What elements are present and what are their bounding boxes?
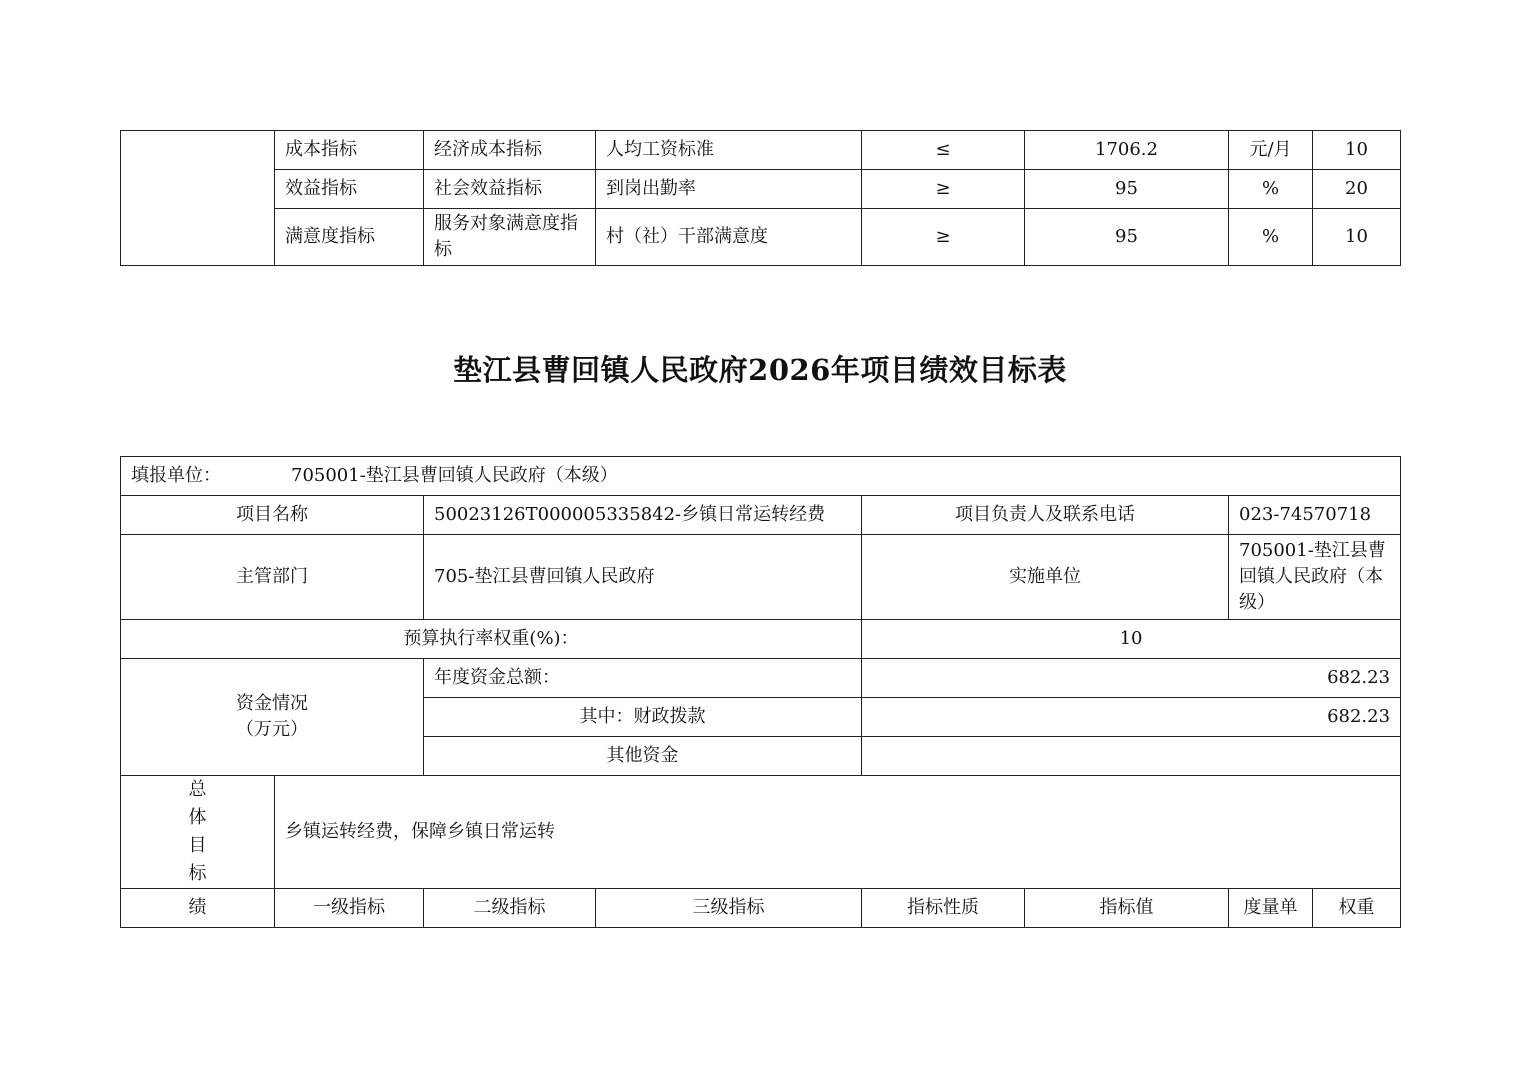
table-row <box>121 209 1401 266</box>
header-nature: 指标性质 <box>862 889 1025 928</box>
level3-cell: 人均工资标准 <box>596 131 862 170</box>
value-cell: 95 <box>1025 209 1229 266</box>
header-level2: 二级指标 <box>424 889 596 928</box>
goal-char: 体 <box>188 807 207 828</box>
nature-cell: ≥ <box>862 209 1025 266</box>
goal-char: 标 <box>188 863 207 884</box>
fiscal-label: 其中：财政拨款 <box>424 698 862 737</box>
project-name-row <box>121 496 1401 535</box>
level3-cell: 村（社）干部满意度 <box>596 209 862 266</box>
annual-total-label: 年度资金总额： <box>424 659 862 698</box>
indicator-header-row <box>121 889 1401 928</box>
level3-cell: 到岗出勤率 <box>596 170 862 209</box>
weight-cell: 20 <box>1313 170 1401 209</box>
dept-row <box>121 535 1401 620</box>
header-level1: 一级指标 <box>275 889 424 928</box>
unit-cell: % <box>1229 170 1313 209</box>
other-funds-label: 其他资金 <box>424 737 862 776</box>
empty-cell <box>121 131 275 266</box>
level2-cell: 社会效益指标 <box>424 170 596 209</box>
contact-value: 023-74570718 <box>1229 496 1401 535</box>
other-funds-value <box>862 737 1401 776</box>
level1-cell: 成本指标 <box>275 131 424 170</box>
header-unit: 度量单 <box>1229 889 1313 928</box>
level2-cell: 经济成本指标 <box>424 131 596 170</box>
header-weight: 权重 <box>1313 889 1401 928</box>
performance-target-table <box>120 456 1401 928</box>
impl-label: 实施单位 <box>862 535 1229 620</box>
fiscal-value: 682.23 <box>862 698 1401 737</box>
header-level3: 三级指标 <box>596 889 862 928</box>
nature-cell: ≤ <box>862 131 1025 170</box>
project-name-label: 项目名称 <box>121 496 424 535</box>
header-value: 指标值 <box>1025 889 1229 928</box>
contact-label: 项目负责人及联系电话 <box>862 496 1229 535</box>
funds-label <box>121 659 424 776</box>
budget-rate-row <box>121 620 1401 659</box>
prev-indicator-table <box>120 130 1401 266</box>
page-title: 垫江县曹回镇人民政府2026年项目绩效目标表 <box>453 353 1067 387</box>
goal-char: 总 <box>188 779 207 800</box>
fill-unit-row <box>121 457 1401 496</box>
project-name-value: 50023126T000005335842-乡镇日常运转经费 <box>424 496 862 535</box>
overall-goal-value: 乡镇运转经费，保障乡镇日常运转 <box>275 776 1401 889</box>
budget-rate-label: 预算执行率权重(%)： <box>121 620 862 659</box>
weight-cell: 10 <box>1313 131 1401 170</box>
annual-total-row <box>121 659 1401 698</box>
overall-goal-row <box>121 776 1401 889</box>
dept-label: 主管部门 <box>121 535 424 620</box>
weight-cell: 10 <box>1313 209 1401 266</box>
table-row <box>121 170 1401 209</box>
goal-char: 目 <box>188 835 207 856</box>
value-cell: 95 <box>1025 170 1229 209</box>
level2-cell: 服务对象满意度指标 <box>424 209 596 266</box>
budget-rate-value: 10 <box>862 620 1401 659</box>
fill-unit-cell <box>121 457 1401 496</box>
fill-unit-label: 填报单位： <box>131 465 221 486</box>
unit-cell: 元/月 <box>1229 131 1313 170</box>
unit-cell: % <box>1229 209 1313 266</box>
level1-cell: 效益指标 <box>275 170 424 209</box>
level1-cell: 满意度指标 <box>275 209 424 266</box>
overall-goal-label <box>121 776 275 889</box>
header-perf: 绩 <box>121 889 275 928</box>
impl-value: 705001-垫江县曹回镇人民政府（本级） <box>1229 535 1401 620</box>
funds-label-line1: 资金情况 <box>236 693 308 714</box>
value-cell: 1706.2 <box>1025 131 1229 170</box>
fill-unit-value: 705001-垫江县曹回镇人民政府（本级） <box>291 465 618 486</box>
annual-total-value: 682.23 <box>862 659 1401 698</box>
nature-cell: ≥ <box>862 170 1025 209</box>
funds-label-line2: （万元） <box>236 719 308 740</box>
table-row <box>121 131 1401 170</box>
dept-value: 705-垫江县曹回镇人民政府 <box>424 535 862 620</box>
